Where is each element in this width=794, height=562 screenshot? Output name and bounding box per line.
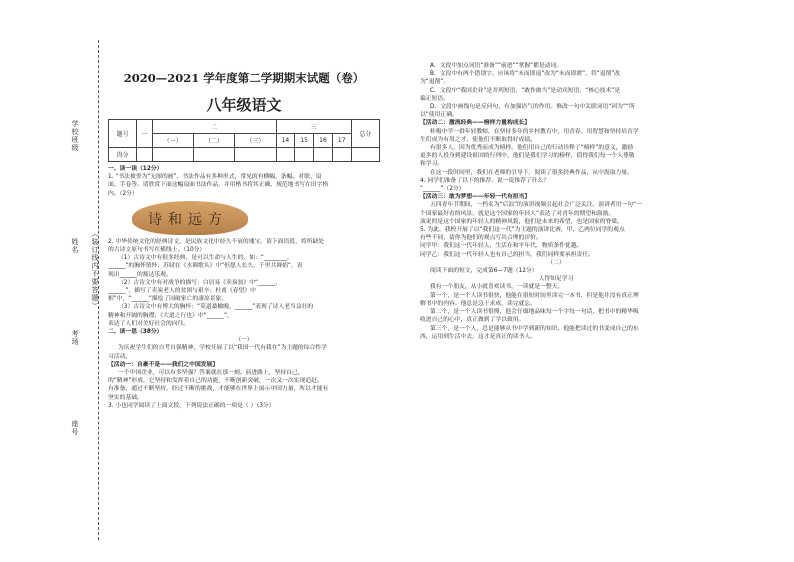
- passage-text: 五四青年节期间，一档名为“后浪”的演讲视频引起社会广泛关注。演讲者用一句“一: [430, 202, 642, 209]
- left-page: [108, 62, 380, 410]
- passage-text: 有准备，通过不断坚持，经过不断的挑战，才能够在世界上展示中国力量，所以才能有: [108, 386, 329, 393]
- table-row-label: 得分: [109, 148, 137, 162]
- binding-sidebar: [0, 0, 108, 562]
- option-d: D．文段中画线句是反问句，有加强语气的作用。修改一句中关联词语“因为”“所: [430, 104, 635, 111]
- passage-text: 习活动。: [108, 353, 132, 360]
- score-table: [108, 119, 380, 162]
- table-subhead-cell: （三）: [235, 134, 276, 148]
- calligraphy-text: 诗和远方: [148, 211, 228, 228]
- score-cell[interactable]: [314, 148, 333, 162]
- table-header-cell: 总分: [351, 120, 379, 148]
- subsection-heading: （一）: [235, 337, 253, 344]
- question-text: 阅读下面的短文，完成第6—7题（12分）: [430, 268, 538, 275]
- passage-text: 我有一个朋友，从小就喜欢读书，一读就是一整天。: [430, 284, 564, 291]
- activity-heading: 【活动二：激流经典——榜样力量构成长】: [420, 120, 531, 127]
- question-text: （2）古诗文中有对战争的描写：白居易《卖炭翁》中“______，: [118, 279, 282, 286]
- passage-text: 第三个，是一个人，总是能够从书中学到新的知识，他能把读过的书变成自己的东: [430, 325, 639, 332]
- option-a: A．文段中加点词语“准备”“前进”“掌握”都是动词。: [430, 63, 563, 69]
- section-heading: 一、读一读（12分）: [108, 166, 163, 172]
- passage-text: 桂梅中学一群年轻教师，在坚持多年的乡村教育中，用青春、用智慧和坚持培育学: [430, 128, 639, 135]
- score-cell[interactable]: [193, 148, 234, 162]
- question-text: 2. 中华传统文化的经典诗文，是民族文化中经久不衰的瑰宝。请下面语段，将所缺处: [108, 238, 325, 245]
- score-cell[interactable]: [332, 148, 351, 162]
- passage-text: 一个中国企业，可以有多坚强？答案就在那一刻。前进路上，坚持自己，: [118, 370, 304, 377]
- question-text: ______”，描写了卖炭老人的贫困与艰辛；杜甫《春望》中: [108, 288, 256, 295]
- question-text: 4. 同学们准备了以下的推荐，说一说推荐了什么？: [420, 177, 550, 184]
- table-header-cell: 三: [276, 120, 351, 134]
- passage-text: 更多的人投身到建设祖国的行列中，他们是我们学习的榜样，值得我们每一个人尊敬: [420, 153, 635, 160]
- question-text: 内。（2分）: [108, 190, 138, 197]
- passage-text: 的“精神”形成，它坚持和发挥着自己的功能，不断创新突破，一次又一次实现追赶。: [108, 378, 323, 385]
- right-page: [420, 62, 692, 341]
- section-heading: 二、读一思（38分）: [108, 329, 163, 336]
- question-text: 表达了人们对美好社会的向往。: [108, 320, 190, 327]
- answer-blank[interactable]: “______”（2分）: [420, 186, 465, 193]
- question-text: 面、手卷等。请欣赏下面这幅扇面书法作品，并用楷书将其正确、规范地书写在田字格: [108, 182, 329, 189]
- question-text: 3. 小也同学阅读了上面文段，下列说法正确的一项是（ ）（3分）: [108, 402, 275, 409]
- table-subhead-cell: 14: [276, 134, 295, 148]
- fan-calligraphy-image: [132, 201, 248, 235]
- passage-text: 西，运用到生活中去，这才是真正的读书人。: [420, 333, 536, 340]
- option-c: C．文段中“我国企业”是并列短语，“敢作敢当”是动宾短语，“核心技术”是: [430, 87, 621, 94]
- passage-text: 第二个，是一个人读书很慢，他会仔细地品味每一个字每一句话，把书中的精华吸: [430, 309, 639, 316]
- seat-number-label: 座号: [71, 420, 79, 436]
- table-subhead-cell: （二）: [193, 134, 234, 148]
- passage-text: 生们成为有用之才，使他们不断取得好成绩。: [420, 136, 536, 143]
- passage-text: 坚实的基础。: [108, 394, 143, 401]
- student-view: 同学乙：我们这一代年轻人也有自己的担当，我们同样要承担责任。: [420, 251, 594, 258]
- score-cell[interactable]: [137, 148, 152, 162]
- grade-title: 八年级语文: [206, 96, 282, 114]
- score-cell[interactable]: [276, 148, 295, 162]
- question-text: 有些不同，请你为他们的观点写出合理的评价。: [420, 235, 542, 242]
- activity-heading: 【活动三：敢为梦想——年轻一代有担当】: [420, 194, 531, 201]
- passage-text: 为庆祝学生们的自考自强精神，学校开展了以“我国一代有我在”为主题的综合性学: [118, 345, 327, 352]
- table-subhead-cell: 16: [314, 134, 333, 148]
- exam-room-label: 考场: [71, 330, 79, 346]
- question-text: （1）古诗文中有很多经典，是可以生命与人生的，如：“________，: [118, 255, 293, 262]
- question-text: 5. 为此，我校开展了以“我们这一代”为主题的演讲比赛，甲、乙两位同学的观点: [420, 227, 625, 234]
- score-cell[interactable]: [351, 148, 379, 162]
- option-b: B．文段中有两个错别字，应该将“末而即退”改为“末而即渡”，将“退削”改: [430, 71, 621, 78]
- exam-title: 2020—2021 学年度第二学期期末试题（卷）: [123, 71, 365, 85]
- score-cell[interactable]: [295, 148, 314, 162]
- subsection-heading: （二）: [547, 259, 565, 266]
- passage-text: 个国家最好看的风景，就是这个国家的年轻人”表达了对青年的期望和鼓励。: [420, 210, 615, 217]
- question-text: （3）古诗文中有博大的胸怀：“莫道桑榆晚，______”表现了诗人老当益壮的: [118, 304, 314, 311]
- name-label: 姓名: [71, 238, 79, 254]
- option-b-cont: 为“退削”。: [420, 79, 450, 86]
- question-text: ______”的胸怀情怀；苏轼在《水调歌头》中“但愿人长久，千里共婵娟”，表: [108, 263, 303, 270]
- passage-text: 演说的是这个国家的年轻人的精神风貌，他们是未来的希望，也是国家的脊梁。: [420, 218, 623, 225]
- passage-text: 解书中的内容。他总是急于求成，读完就忘。: [420, 300, 536, 307]
- table-subhead-cell: 15: [295, 134, 314, 148]
- table-subhead-cell: 17: [332, 134, 351, 148]
- question-text: 1. “书法被誉为“无图的画”，书法作品有多种形式，常见的有横幅、条幅、对联、扇: [108, 174, 322, 181]
- passage-text: 第一个，是一个人读书很快，他能在很短时间里读完一本书，但是他并没有真正理: [430, 292, 639, 299]
- activity-heading: 【活动一：自豪不是——我们之中国发展】: [108, 361, 219, 368]
- score-cell[interactable]: [235, 148, 276, 162]
- table-header-cell: 二: [152, 120, 276, 134]
- passage-text: 收进自己的心中，真正做到了学以致用。: [420, 317, 525, 324]
- question-text: 精神和开阔的胸襟；《大道之行也》中“______”，: [108, 312, 233, 319]
- school-class-label: 学校班级: [71, 120, 79, 152]
- score-cell[interactable]: [152, 148, 193, 162]
- option-c-cont: 偏正短语。: [420, 95, 449, 102]
- table-header-cell: 一: [137, 120, 152, 148]
- passage-text: 和学习。: [420, 161, 444, 168]
- option-d-cont: 以”使用正确。: [420, 112, 458, 119]
- binding-note: （装订线内不要答题）: [91, 230, 99, 310]
- question-text: 现出______的豁达乐观。: [108, 271, 172, 278]
- passage-text: 在这一段时间里，我们在老师的引导下，阅读了很多经典作品，从中汲取力量。: [430, 169, 633, 176]
- student-view: 同学甲：我们这一代年轻人，生活在和平年代，物质条件优越。: [420, 243, 583, 250]
- table-header-cell: 题号: [109, 120, 137, 148]
- question-text: 的古诗文原句书写在横线上。（10分）: [108, 247, 206, 254]
- question-text: 相”中，“______”描绘了国破家亡的凄凉景象。: [108, 296, 228, 303]
- table-subhead-cell: （一）: [152, 134, 193, 148]
- passage-text: 有很多人，因为优秀而成为榜样。他们用自己的行动诠释了“榜样”的意义，激励: [430, 145, 634, 152]
- passage-title: 人得知足学习: [538, 276, 574, 283]
